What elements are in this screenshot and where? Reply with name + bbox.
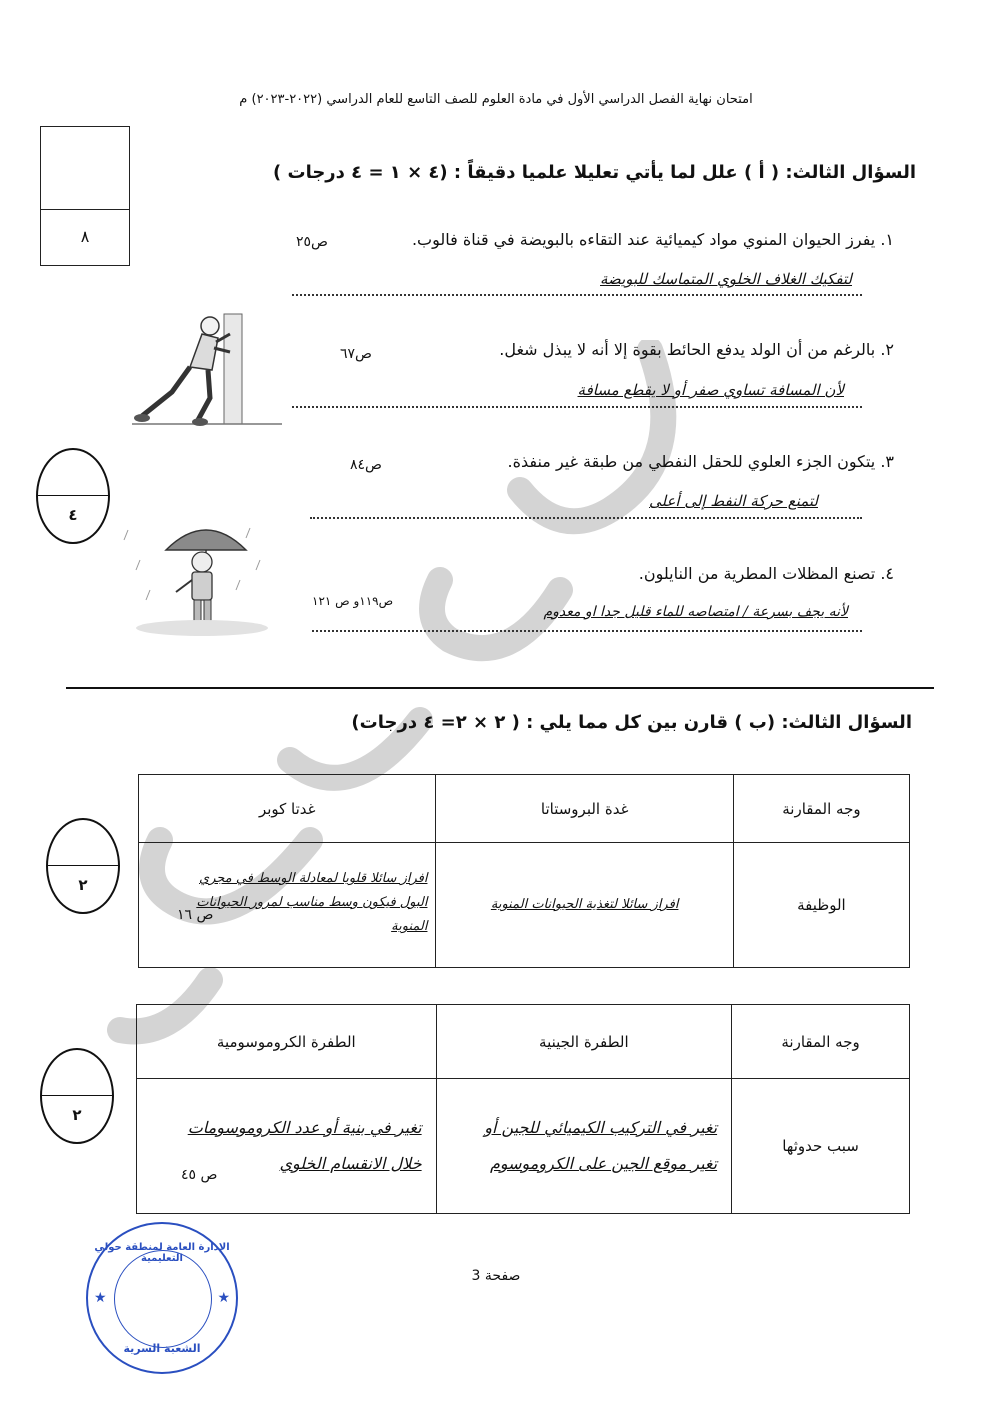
question-4: ٤. تصنع المظلات المطرية من النايلون. <box>638 564 894 583</box>
page-ref-2: ص٦٧ <box>340 346 372 362</box>
table2-header-chromosome-mutation: الطفرة الكروموسومية <box>137 1005 437 1079</box>
stamp-line-2: الشعبة السرية <box>123 1342 201 1355</box>
table1-cowper-line-1: افراز سائلا قلويا لمعادلة الوسط في مجري <box>199 871 428 886</box>
question-3: ٣. يتكون الجزء العلوي للحقل النفطي من طبقة غير منفذة. <box>507 452 894 471</box>
table2-score-value: ٢ <box>72 1106 82 1124</box>
section-divider <box>66 687 934 689</box>
stamp-star-icon: ★ <box>217 1290 230 1306</box>
answer-line-1 <box>292 294 862 296</box>
question-2: ٢. بالرغم من أن الولد يدفع الحائط بقوة إلا أنه لا يبذل شغل. <box>499 340 894 359</box>
table1-header-prostate: غدة البروستاتا <box>436 775 733 843</box>
answer-2: لأن المسافة تساوي صفر أو لا يقطع مسافة <box>577 381 844 399</box>
answer-4: لأنه يجف بسرعة / امتصاصه للماء قليل جدا او معدوم <box>543 604 848 620</box>
answer-1: لتفكيك الغلاف الخلوي المتماسك للبويضة <box>600 270 852 288</box>
comparison-table-1 <box>138 774 910 968</box>
table1-header-cowper: غدتا كوبر <box>139 775 436 843</box>
part-a-score-oval <box>36 448 110 544</box>
table1-cowper-answer <box>139 843 436 968</box>
table1-score-value: ٢ <box>78 876 88 894</box>
table2-gene-answer <box>436 1079 731 1214</box>
comparison-table-2 <box>136 1004 910 1214</box>
score-value: ٨ <box>80 227 90 246</box>
table2-header-aspect: وجه المقارنة <box>732 1005 910 1079</box>
table2-header-gene-mutation: الطفرة الجينية <box>436 1005 731 1079</box>
answer-3: لتمنع حركة النفط إلى أعلى <box>649 492 818 510</box>
exam-header: امتحان نهاية الفصل الدراسي الأول في مادة العلوم للصف التاسع للعام الدراسي (٢٠٢٢-٢٠٢٣) م <box>239 92 753 107</box>
page-ref-1: ص٢٥ <box>296 234 328 250</box>
table2-score-oval <box>40 1048 114 1144</box>
table1-cowper-line-3: المنوية <box>391 919 428 934</box>
table1-header-aspect: وجه المقارنة <box>733 775 909 843</box>
page-ref-3: ص٨٤ <box>350 457 382 473</box>
question-1: ١. يفرز الحيوان المنوي مواد كيميائية عند التقاءه بالبويضة في قناة فالوب. <box>411 230 894 249</box>
answer-line-4 <box>312 630 862 632</box>
table1-prostate-answer <box>436 843 733 968</box>
table2-gene-line-2: تغير موقع الجين على الكروموسوم <box>489 1154 718 1173</box>
table2-gene-line-1: تغير في التركيب الكيميائي للجين أو <box>484 1118 718 1137</box>
stamp-star-icon: ★ <box>94 1290 107 1306</box>
umbrella-boy-icon <box>120 510 272 640</box>
table1-page-ref: ص ١٦ <box>177 907 214 923</box>
part-b-title: السؤال الثالث: (ب ) قارن بين كل مما يلي : ( ٢ × ٢= ٤ درجات) <box>351 712 912 733</box>
page-number: صفحة 3 <box>471 1268 521 1284</box>
table1-cowper-line-2: البول فيكون وسط مناسب لمرور الحيوانات <box>196 895 428 910</box>
table2-page-ref: ص ٤٥ <box>181 1167 218 1183</box>
part-a-score-value: ٤ <box>68 506 78 524</box>
table2-chromosome-line-1: تغير في بنية أو عدد الكروموسومات <box>187 1118 422 1137</box>
table2-row-label: سبب حدوثها <box>732 1079 910 1214</box>
answer-line-2 <box>292 406 862 408</box>
part-a-title: السؤال الثالث: ( أ ) علل لما يأتي تعليلا علميا دقيقاً : (٤ × ١ = ٤ درجات ) <box>272 162 916 183</box>
table1-row-label: الوظيفة <box>733 843 909 968</box>
official-stamp <box>86 1222 238 1374</box>
score-box <box>40 126 130 266</box>
table2-chromosome-line-2: خلال الانقسام الخلوي <box>279 1154 422 1173</box>
stamp-line-1: الإدارة العامة لمنطقة حولي التعليمية <box>94 1242 230 1264</box>
answer-line-3 <box>310 517 862 519</box>
boy-pushing-wall-icon <box>132 312 284 436</box>
table2-chromosome-answer <box>137 1079 437 1214</box>
table1-prostate-text: افراز سائلا لتغذية الحيوانات المنوية <box>490 897 679 912</box>
page-ref-4: ص١١٩و ص ١٢١ <box>312 594 394 608</box>
table1-score-oval <box>46 818 120 914</box>
